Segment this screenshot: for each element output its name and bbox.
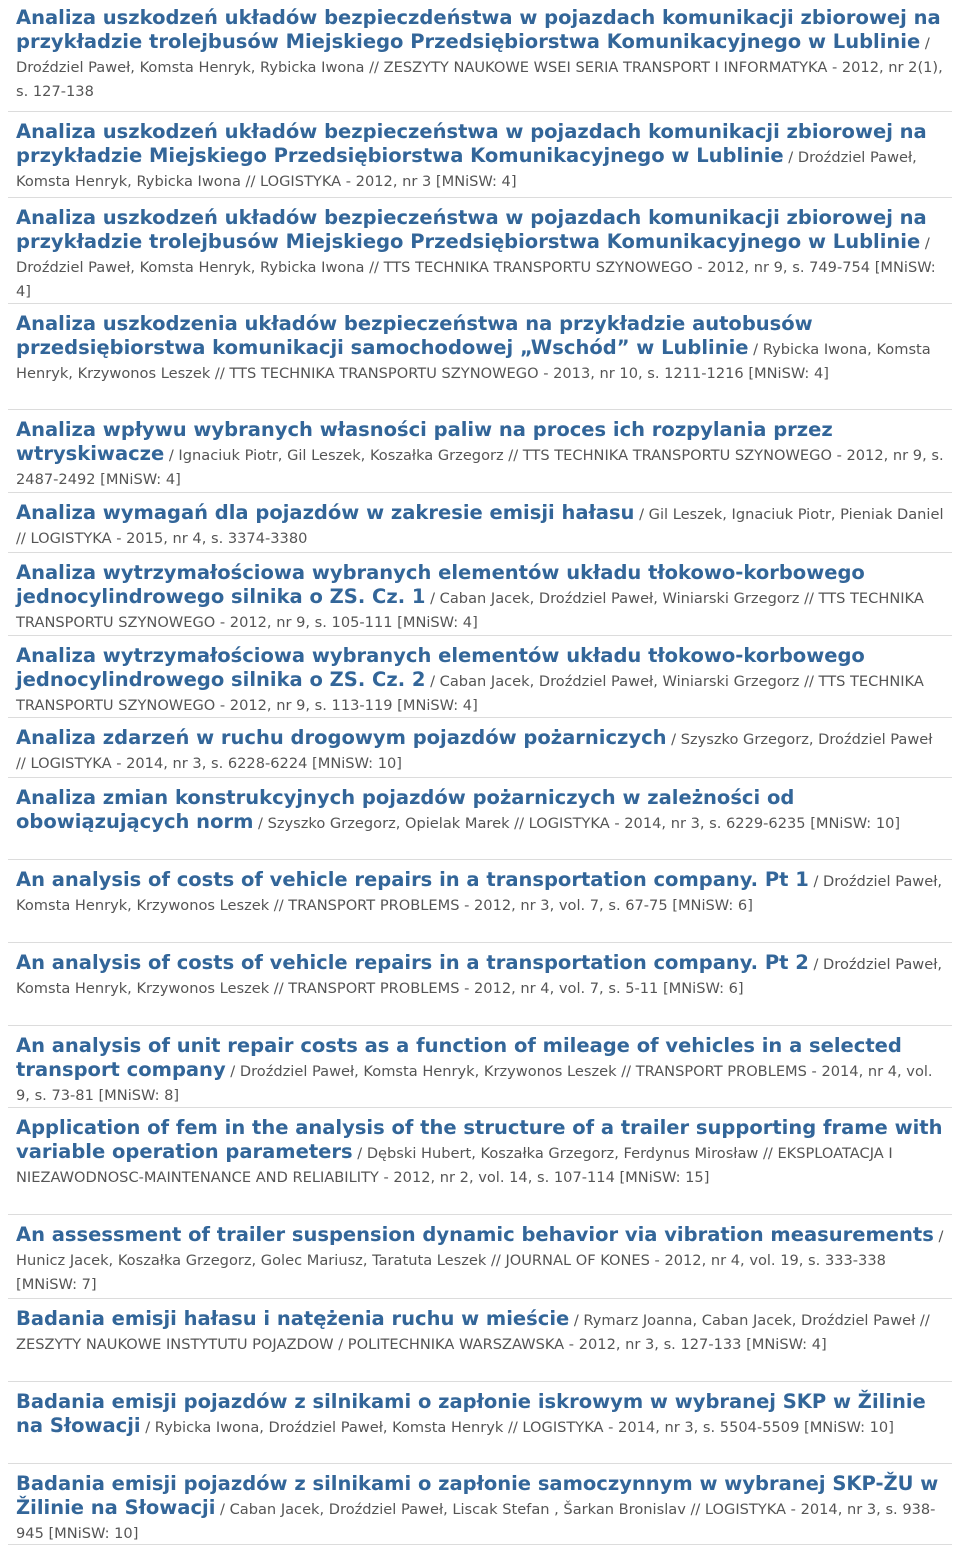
publication-meta: / Rymarz Joanna, Caban Jacek, Droździel Paweł // ZESZYTY NAUKOWE INSTYTUTU POJAZDOW / POLITECHNIKA WARSZAWSKA - 2012, nr 3, s. 127-133 [MNiSW: 4] — [16, 1312, 930, 1353]
publication-title[interactable]: Analiza wymagań dla pojazdów w zakresie emisji hałasu — [16, 501, 635, 524]
publication-title[interactable]: Analiza wytrzymałościowa wybranych elementów układu tłokowo-korbowego jednocylindrowego silnika o ZS. Cz. 2 — [16, 644, 865, 691]
publication-title[interactable]: Application of fem in the analysis of the structure of a trailer supporting frame with variable operation parameters — [16, 1116, 943, 1163]
list-item — [8, 1381, 952, 1463]
list-item — [8, 1107, 952, 1214]
list-item — [8, 859, 952, 942]
publication-meta: / Droździel Paweł, Komsta Henryk, Krzywonos Leszek // TRANSPORT PROBLEMS - 2012, nr 3, vol. 7, s. 67-75 [MNiSW: 6] — [16, 873, 942, 914]
list-item — [8, 1025, 952, 1107]
list-item — [8, 635, 952, 717]
list-item — [8, 552, 952, 635]
publication-meta: / Caban Jacek, Droździel Paweł, Liscak Stefan , Šarkan Bronislav // LOGISTYKA - 2014, nr 3, s. 938-945 [MNiSW: 10] — [16, 1501, 936, 1542]
publication-meta: / Szyszko Grzegorz, Droździel Paweł // LOGISTYKA - 2014, nr 3, s. 6228-6224 [MNiSW: 10] — [16, 731, 933, 772]
list-item — [8, 492, 952, 552]
publication-meta: / Droździel Paweł, Komsta Henryk, Krzywonos Leszek // TRANSPORT PROBLEMS - 2014, nr 4, vol. 9, s. 73-81 [MNiSW: 8] — [16, 1063, 933, 1104]
list-item — [8, 111, 952, 197]
publication-title[interactable]: An assessment of trailer suspension dynamic behavior via vibration measurements — [16, 1223, 934, 1246]
publication-meta: / Droździel Paweł, Komsta Henryk, Rybicka Iwona // LOGISTYKA - 2012, nr 3 [MNiSW: 4] — [16, 149, 917, 190]
publication-meta: / Rybicka Iwona, Droździel Paweł, Komsta Henryk // LOGISTYKA - 2014, nr 3, s. 5504-5509 [MNiSW: 10] — [140, 1419, 894, 1436]
publication-meta: / Caban Jacek, Droździel Paweł, Winiarski Grzegorz // TTS TECHNIKA TRANSPORTU SZYNOWEGO - 2012, nr 9, s. 113-119 [MNiSW: 4] — [16, 673, 924, 714]
publication-meta: / Hunicz Jacek, Koszałka Grzegorz, Golec Mariusz, Taratuta Leszek // JOURNAL OF KONES - 2012, nr 4, vol. 19, s. 333-338 [MNiSW: 7] — [16, 1228, 944, 1293]
list-item — [8, 942, 952, 1025]
publication-title[interactable]: Analiza zmian konstrukcyjnych pojazdów pożarniczych w zależności od obowiązujących norm — [16, 786, 795, 833]
publication-title[interactable]: Badania emisji hałasu i natężenia ruchu w mieście — [16, 1307, 570, 1330]
list-item — [8, 777, 952, 859]
publication-title[interactable]: Badania emisji pojazdów z silnikami o zapłonie samoczynnym w wybranej SKP-ŽU w Žilinie na Słowacji — [16, 1472, 939, 1519]
list-item — [8, 1298, 952, 1381]
publication-title[interactable]: Analiza uszkodzenia układów bezpieczeństwa na przykładzie autobusów przedsiębiorstwa komunikacji samochodowej „Wschód” w Lublinie — [16, 312, 813, 359]
publication-title[interactable]: Analiza uszkodzeń układów bezpieczeństwa w pojazdach komunikacji zbiorowej na przykładzie Miejskiego Przedsiębiorstwa Komunikacyjnego w Lublinie — [16, 120, 927, 167]
list-item — [8, 1463, 952, 1545]
list-item — [8, 409, 952, 492]
publication-meta: / Droździel Paweł, Komsta Henryk, Krzywonos Leszek // TRANSPORT PROBLEMS - 2012, nr 4, vol. 7, s. 5-11 [MNiSW: 6] — [16, 956, 942, 997]
publication-title[interactable]: Analiza zdarzeń w ruchu drogowym pojazdów pożarniczych — [16, 726, 667, 749]
list-item — [8, 0, 952, 111]
publication-title[interactable]: An analysis of costs of vehicle repairs in a transportation company. Pt 2 — [16, 951, 809, 974]
publication-title[interactable]: Analiza wpływu wybranych własności paliw na proces ich rozpylania przez wtryskiwacze — [16, 418, 833, 465]
publication-meta: / Rybicka Iwona, Komsta Henryk, Krzywonos Leszek // TTS TECHNIKA TRANSPORTU SZYNOWEGO - 2013, nr 10, s. 1211-1216 [MNiSW: 4] — [16, 341, 931, 382]
publication-title[interactable]: An analysis of unit repair costs as a function of mileage of vehicles in a selected transport company — [16, 1034, 902, 1081]
publication-title[interactable]: An analysis of costs of vehicle repairs in a transportation company. Pt 1 — [16, 868, 809, 891]
list-item — [8, 717, 952, 777]
publication-meta: / Droździel Paweł, Komsta Henryk, Rybicka Iwona // ZESZYTY NAUKOWE WSEI SERIA TRANSPORT I INFORMATYKA - 2012, nr 2(1), s. 127-138 — [16, 35, 943, 100]
publication-meta: / Caban Jacek, Droździel Paweł, Winiarski Grzegorz // TTS TECHNIKA TRANSPORTU SZYNOWEGO - 2012, nr 9, s. 105-111 [MNiSW: 4] — [16, 590, 924, 631]
publication-title[interactable]: Analiza wytrzymałościowa wybranych elementów układu tłokowo-korbowego jednocylindrowego silnika o ZS. Cz. 1 — [16, 561, 865, 608]
publication-meta: / Gil Leszek, Ignaciuk Piotr, Pieniak Daniel // LOGISTYKA - 2015, nr 4, s. 3374-3380 — [16, 506, 944, 547]
list-item — [8, 197, 952, 303]
publication-meta: / Dębski Hubert, Koszałka Grzegorz, Ferdynus Mirosław // EKSPLOATACJA I NIEZAWODNOSC-MAINTENANCE AND RELIABILITY - 2012, nr 2, vol. 14, s. 107-114 [MNiSW: 15] — [16, 1145, 893, 1186]
list-item — [8, 303, 952, 409]
publication-title[interactable]: Badania emisji pojazdów z silnikami o zapłonie iskrowym w wybranej SKP w Žilinie na Słowacji — [16, 1390, 926, 1437]
list-item — [8, 1214, 952, 1298]
publication-title[interactable]: Analiza uszkodzeń układów bezpieczdeństwa w pojazdach komunikacji zbiorowej na przykładzie trolejbusów Miejskiego Przedsiębiorstwa Komunikacyjnego w Lublinie — [16, 6, 941, 53]
publication-meta: / Droździel Paweł, Komsta Henryk, Rybicka Iwona // TTS TECHNIKA TRANSPORTU SZYNOWEGO - 2012, nr 9, s. 749-754 [MNiSW: 4] — [16, 235, 936, 300]
publication-meta: / Szyszko Grzegorz, Opielak Marek // LOGISTYKA - 2014, nr 3, s. 6229-6235 [MNiSW: 10] — [253, 815, 901, 832]
publication-meta: / Ignaciuk Piotr, Gil Leszek, Koszałka Grzegorz // TTS TECHNIKA TRANSPORTU SZYNOWEGO - 2012, nr 9, s. 2487-2492 [MNiSW: 4] — [16, 447, 944, 488]
publication-title[interactable]: Analiza uszkodzeń układów bezpieczeństwa w pojazdach komunikacji zbiorowej na przykładzie trolejbusów Miejskiego Przedsiębiorstwa Komunikacyjnego w Lublinie — [16, 206, 927, 253]
